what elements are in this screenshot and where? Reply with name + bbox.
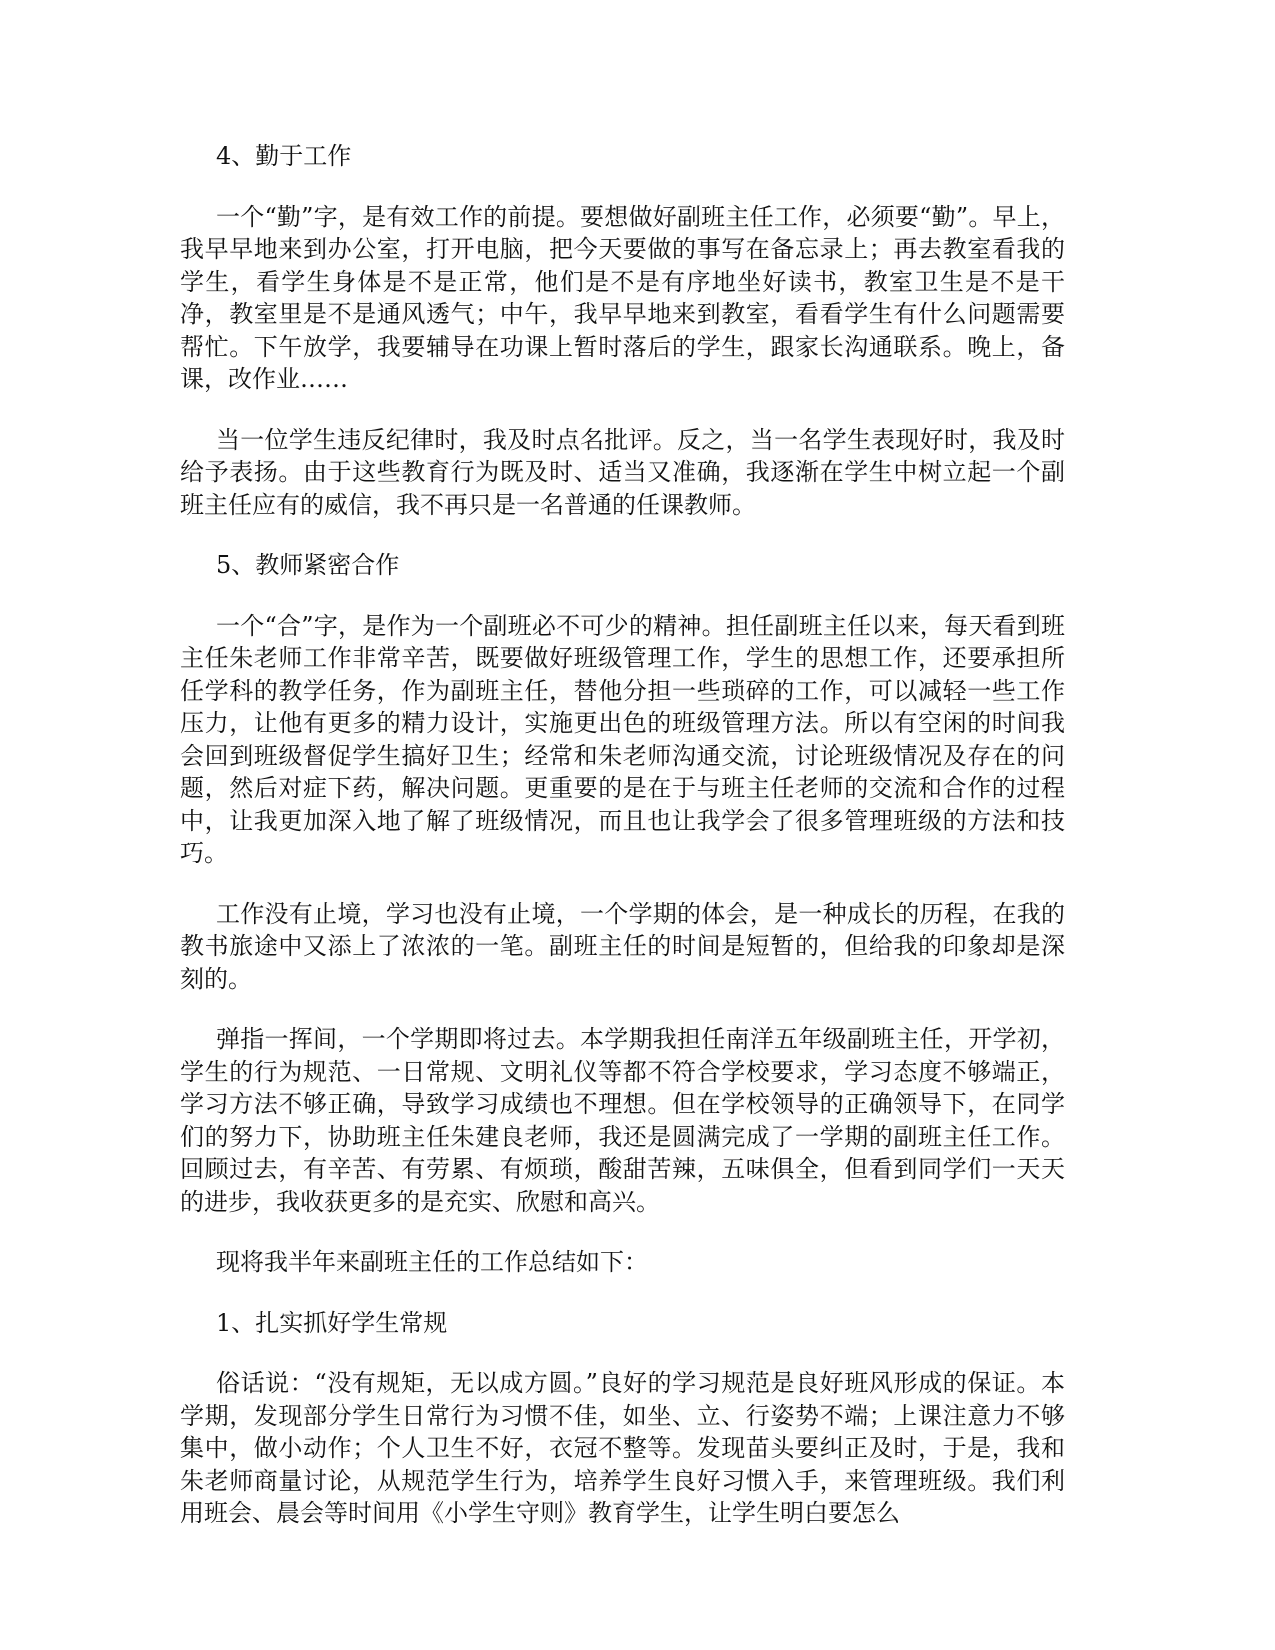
paragraph: 一个“勤”字，是有效工作的前提。要想做好副班主任工作，必须要“勤”。早上，我早早地来到办公室，打开电脑，把今天要做的事写在备忘录上；再去教室看我的学生，看学生身体是不是正常，他们是不是有序地坐好读书，教室卫生是不是干净，教室里是不是通风透气；中午，我早早地来到教室，看看学生有什么问题需要帮忙。下午放学，我要辅导在功课上暂时落后的学生，跟家长沟通联系。晚上，备课，改作业…… bbox=[180, 202, 1065, 393]
paragraph: 工作没有止境，学习也没有止境，一个学期的体会，是一种成长的历程，在我的教书旅途中又添上了浓浓的一笔。副班主任的时间是短暂的，但给我的印象却是深刻的。 bbox=[180, 899, 1065, 993]
section-heading-4: 4、勤于工作 bbox=[216, 142, 352, 170]
summary-intro: 现将我半年来副班主任的工作总结如下： bbox=[216, 1248, 648, 1276]
document-body bbox=[180, 140, 1065, 1558]
paragraph: 当一位学生违反纪律时，我及时点名批评。反之，当一名学生表现好时，我及时给予表扬。由于这些教育行为既及时、适当又准确，我逐渐在学生中树立起一个副班主任应有的威信，我不再只是一名普通的任课教师。 bbox=[180, 425, 1065, 519]
section-heading-1: 1、扎实抓好学生常规 bbox=[216, 1308, 448, 1337]
paragraph: 弹指一挥间，一个学期即将过去。本学期我担任南洋五年级副班主任，开学初，学生的行为规范、一日常规、文明礼仪等都不符合学校要求，学习态度不够端正，学习方法不够正确，导致学习成绩也不理想。但在学校领导的正确领导下，在同学们的努力下，协助班主任朱建良老师，我还是圆满完成了一学期的副班主任工作。回顾过去，有辛苦、有劳累、有烦琐，酸甜苦辣，五味俱全，但看到同学们一天天的进步，我收获更多的是充实、欣慰和高兴。 bbox=[180, 1025, 1065, 1216]
section-heading-5: 5、教师紧密合作 bbox=[216, 551, 400, 579]
paragraph: 俗话说：“没有规矩，无以成方圆。”良好的学习规范是良好班风形成的保证。本学期，发现部分学生日常行为习惯不佳，如坐、立、行姿势不端；上课注意力不够集中，做小动作；个人卫生不好，衣冠不整等。发现苗头要纠正及时，于是，我和朱老师商量讨论，从规范学生行为，培养学生良好习惯入手，来管理班级。我们利用班会、晨会等时间用《小学生守则》教育学生，让学生明白要怎么 bbox=[180, 1369, 1065, 1527]
paragraph: 一个“合”字，是作为一个副班必不可少的精神。担任副班主任以来，每天看到班主任朱老师工作非常辛苦，既要做好班级管理工作，学生的思想工作，还要承担所任学科的教学任务，作为副班主任，替他分担一些琐碎的工作，可以减轻一些工作压力，让他有更多的精力设计，实施更出色的班级管理方法。所以有空闲的时间我会回到班级督促学生搞好卫生；经常和朱老师沟通交流，讨论班级情况及存在的问题，然后对症下药，解决问题。更重要的是在于与班主任老师的交流和合作的过程中，让我更加深入地了解了班级情况，而且也让我学会了很多管理班级的方法和技巧。 bbox=[180, 611, 1065, 867]
